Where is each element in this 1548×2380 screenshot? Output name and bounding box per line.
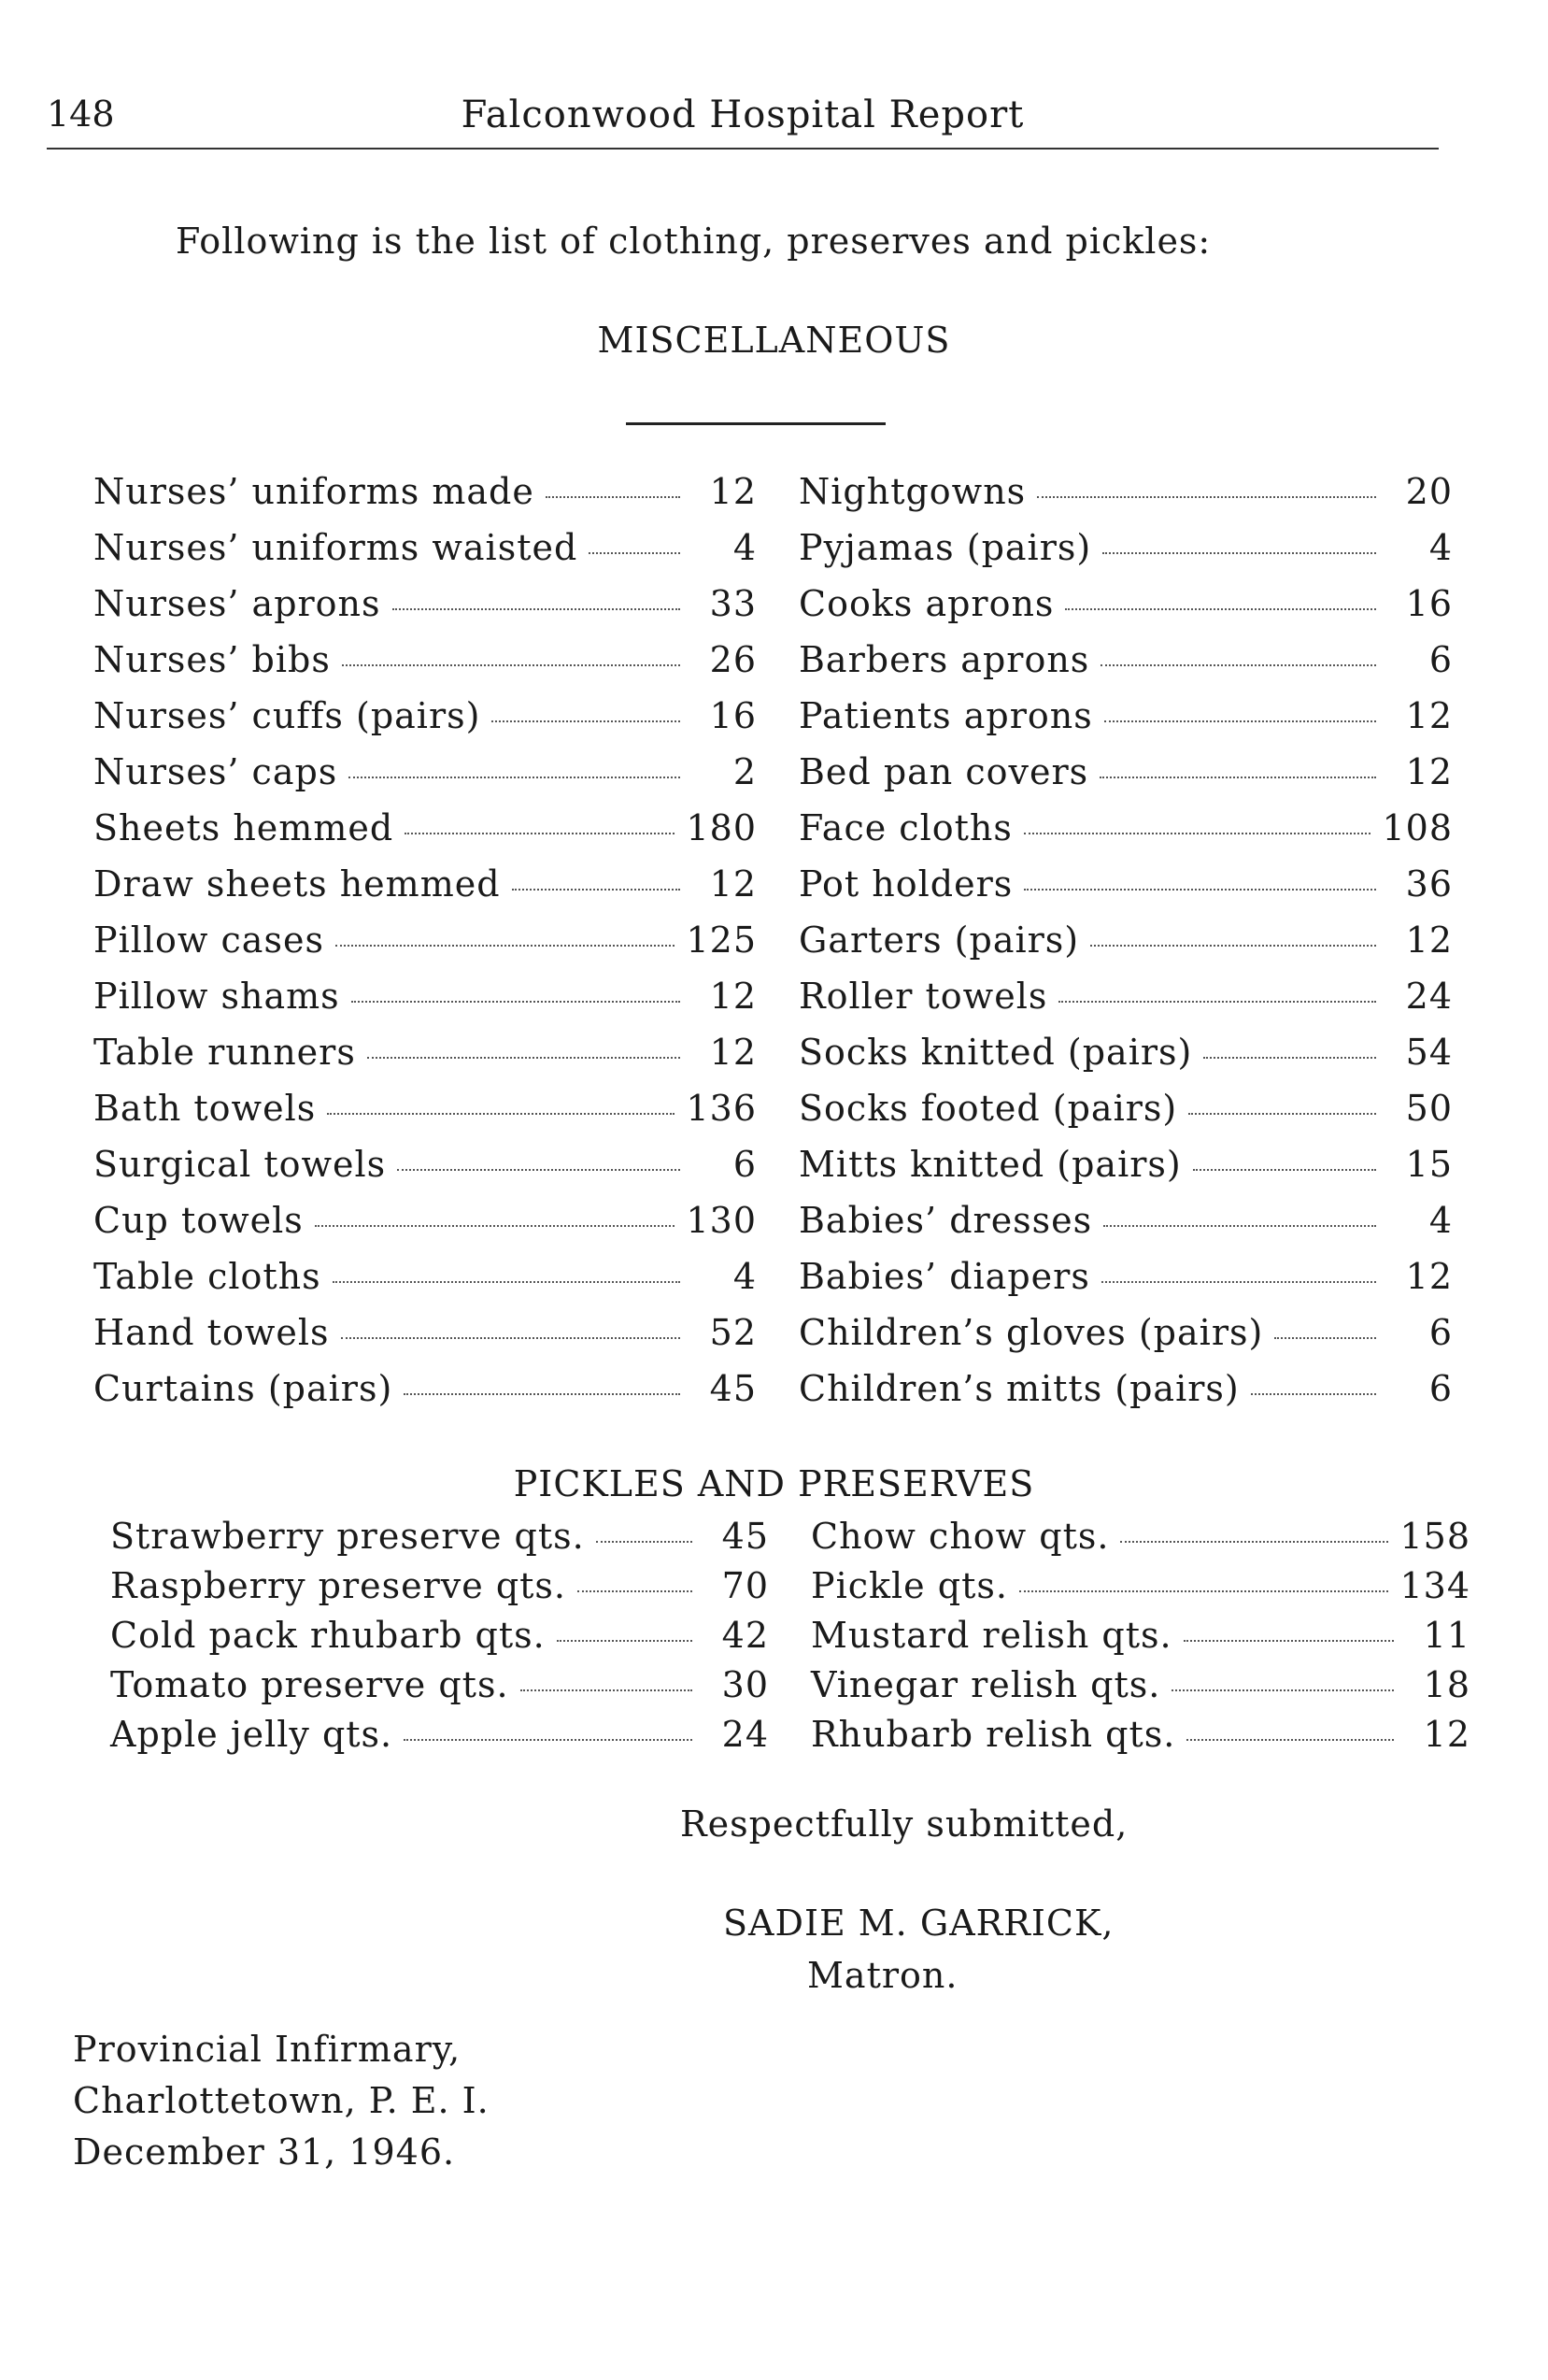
dot-leader [333, 1281, 680, 1283]
address-line: Charlottetown, P. E. I. [73, 2080, 490, 2121]
dot-leader [512, 889, 680, 891]
item-label: Mitts knitted (pairs) [799, 1144, 1182, 1185]
item-label: Pillow shams [93, 976, 340, 1017]
item-label: Bath towels [93, 1088, 317, 1129]
list-item [93, 976, 757, 1032]
item-quantity: 2 [732, 751, 757, 792]
list-item [93, 1256, 757, 1312]
item-quantity: 12 [1405, 1256, 1453, 1297]
item-quantity: 30 [721, 1664, 769, 1705]
item-quantity: 12 [709, 471, 757, 512]
item-quantity: 16 [709, 695, 757, 736]
dot-leader [491, 720, 680, 722]
item-quantity: 12 [709, 1032, 757, 1073]
list-item [799, 807, 1453, 863]
item-quantity: 6 [1428, 1368, 1453, 1409]
dot-leader [1104, 720, 1376, 722]
dot-leader [546, 496, 680, 498]
pickles-list-right [811, 1516, 1470, 1763]
item-label: Nightgowns [799, 471, 1027, 512]
dot-leader [1251, 1393, 1376, 1395]
item-quantity: 54 [1405, 1032, 1453, 1073]
dot-leader [589, 552, 680, 554]
list-item [799, 919, 1453, 976]
dot-leader [596, 1541, 692, 1543]
item-label: Nurses’ cuffs (pairs) [93, 695, 481, 736]
item-label: Nurses’ caps [93, 751, 338, 792]
item-quantity: 125 [686, 919, 757, 961]
list-item [93, 1368, 757, 1424]
dot-leader [1102, 552, 1376, 554]
item-label: Mustard relish qts. [811, 1615, 1172, 1656]
item-quantity: 12 [709, 863, 757, 905]
item-quantity: 4 [1428, 527, 1453, 568]
list-item [93, 1032, 757, 1088]
item-label: Nurses’ uniforms made [93, 471, 534, 512]
item-label: Surgical towels [93, 1144, 387, 1185]
list-item [93, 527, 757, 583]
dot-leader [1203, 1057, 1376, 1059]
dot-leader [1193, 1169, 1376, 1171]
item-quantity: 12 [1405, 751, 1453, 792]
dot-leader [1024, 889, 1376, 891]
item-label: Cooks aprons [799, 583, 1055, 624]
item-quantity: 52 [709, 1312, 757, 1353]
dot-leader [1058, 1001, 1376, 1003]
list-item [811, 1664, 1470, 1714]
item-label: Cup towels [93, 1200, 304, 1241]
item-quantity: 70 [721, 1565, 769, 1606]
item-quantity: 11 [1423, 1615, 1470, 1656]
dot-leader [1120, 1541, 1388, 1543]
dot-leader [1037, 496, 1376, 498]
dot-leader [348, 777, 680, 778]
list-item [811, 1714, 1470, 1763]
dot-leader [341, 1337, 681, 1339]
dot-leader [327, 1113, 675, 1115]
dot-leader [1024, 833, 1371, 834]
item-label: Children’s mitts (pairs) [799, 1368, 1240, 1409]
list-item [799, 1088, 1453, 1144]
list-item [93, 807, 757, 863]
list-item [799, 583, 1453, 639]
dot-leader [557, 1640, 692, 1642]
dot-leader [1019, 1590, 1389, 1592]
list-item [799, 527, 1453, 583]
dot-leader [342, 664, 680, 666]
list-item [811, 1565, 1470, 1615]
item-label: Curtains (pairs) [93, 1368, 393, 1409]
dot-leader [392, 608, 680, 610]
dot-leader [397, 1169, 680, 1171]
list-item [93, 695, 757, 751]
list-item [93, 471, 757, 527]
list-item [799, 471, 1453, 527]
item-label: Hand towels [93, 1312, 330, 1353]
list-item [110, 1565, 769, 1615]
item-quantity: 36 [1405, 863, 1453, 905]
list-item [110, 1664, 769, 1714]
dot-leader [1186, 1739, 1394, 1741]
closing-salutation: Respectfully submitted, [680, 1803, 1129, 1845]
item-label: Pillow cases [93, 919, 324, 961]
item-label: Nurses’ aprons [93, 583, 381, 624]
list-item [799, 1312, 1453, 1368]
list-item [799, 695, 1453, 751]
miscellaneous-heading: MISCELLANEOUS [597, 320, 951, 361]
section-divider [626, 422, 886, 425]
dot-leader [577, 1590, 692, 1592]
item-quantity: 6 [1428, 639, 1453, 680]
item-quantity: 24 [1405, 976, 1453, 1017]
list-item [110, 1516, 769, 1565]
dot-leader [1184, 1640, 1394, 1642]
item-label: Babies’ diapers [799, 1256, 1090, 1297]
item-quantity: 158 [1399, 1516, 1470, 1557]
item-quantity: 45 [709, 1368, 757, 1409]
item-quantity: 24 [721, 1714, 769, 1755]
item-quantity: 12 [1423, 1714, 1470, 1755]
item-quantity: 108 [1382, 807, 1453, 848]
item-quantity: 136 [686, 1088, 757, 1129]
item-label: Pot holders [799, 863, 1014, 905]
list-item [93, 863, 757, 919]
dot-leader [404, 1739, 692, 1741]
dot-leader [1274, 1337, 1376, 1339]
item-label: Barbers aprons [799, 639, 1090, 680]
item-quantity: 18 [1423, 1664, 1470, 1705]
list-item [93, 1088, 757, 1144]
item-label: Chow chow qts. [811, 1516, 1110, 1557]
list-item [93, 1312, 757, 1368]
item-label: Patients aprons [799, 695, 1093, 736]
item-label: Roller towels [799, 976, 1048, 1017]
dot-leader [1101, 664, 1376, 666]
item-label: Strawberry preserve qts. [110, 1516, 585, 1557]
item-label: Rhubarb relish qts. [811, 1714, 1176, 1755]
list-item [799, 1368, 1453, 1424]
dot-leader [1172, 1689, 1394, 1691]
dot-leader [1188, 1113, 1376, 1115]
item-quantity: 6 [1428, 1312, 1453, 1353]
list-item [811, 1516, 1470, 1565]
list-item [799, 1144, 1453, 1200]
dot-leader [404, 1393, 680, 1395]
page-number: 148 [47, 93, 115, 135]
item-label: Garters (pairs) [799, 919, 1080, 961]
list-item [110, 1615, 769, 1664]
item-quantity: 4 [732, 527, 757, 568]
list-item [93, 583, 757, 639]
miscellaneous-list-right [799, 471, 1453, 1424]
item-quantity: 4 [1428, 1200, 1453, 1241]
intro-text: Following is the list of clothing, preserves and pickles: [176, 221, 1212, 262]
item-label: Tomato preserve qts. [110, 1664, 509, 1705]
item-quantity: 130 [686, 1200, 757, 1241]
list-item [93, 751, 757, 807]
list-item [799, 751, 1453, 807]
date-line: December 31, 1946. [73, 2131, 456, 2173]
list-item [799, 863, 1453, 919]
list-item [93, 919, 757, 976]
item-label: Nurses’ uniforms waisted [93, 527, 578, 568]
list-item [93, 639, 757, 695]
item-quantity: 20 [1405, 471, 1453, 512]
address-block [73, 2024, 490, 2178]
list-item [93, 1144, 757, 1200]
list-item [811, 1615, 1470, 1664]
dot-leader [1090, 945, 1376, 947]
item-quantity: 42 [721, 1615, 769, 1656]
item-quantity: 12 [1405, 919, 1453, 961]
item-label: Apple jelly qts. [110, 1714, 393, 1755]
item-label: Pickle qts. [811, 1565, 1008, 1606]
list-item [110, 1714, 769, 1763]
item-quantity: 15 [1405, 1144, 1453, 1185]
item-label: Raspberry preserve qts. [110, 1565, 566, 1606]
list-item [799, 639, 1453, 695]
dot-leader [1100, 777, 1376, 778]
address-line: Provincial Infirmary, [73, 2029, 462, 2070]
item-quantity: 12 [709, 976, 757, 1017]
item-label: Face cloths [799, 807, 1013, 848]
item-quantity: 16 [1405, 583, 1453, 624]
item-quantity: 180 [686, 807, 757, 848]
item-quantity: 45 [721, 1516, 769, 1557]
list-item [799, 1032, 1453, 1088]
miscellaneous-list-left [93, 471, 757, 1424]
dot-leader [335, 945, 675, 947]
dot-leader [367, 1057, 680, 1059]
running-title: Falconwood Hospital Report [461, 93, 1025, 136]
page-header [47, 93, 1439, 150]
dot-leader [1101, 1281, 1376, 1283]
item-label: Draw sheets hemmed [93, 863, 501, 905]
list-item [799, 1256, 1453, 1312]
item-label: Sheets hemmed [93, 807, 394, 848]
signer-title: Matron. [807, 1955, 959, 1996]
dot-leader [1065, 608, 1376, 610]
item-quantity: 50 [1405, 1088, 1453, 1129]
item-label: Bed pan covers [799, 751, 1089, 792]
item-label: Cold pack rhubarb qts. [110, 1615, 546, 1656]
pickles-preserves-heading: PICKLES AND PRESERVES [513, 1463, 1035, 1504]
item-label: Table cloths [93, 1256, 321, 1297]
item-label: Nurses’ bibs [93, 639, 331, 680]
item-label: Babies’ dresses [799, 1200, 1093, 1241]
signer-name: SADIE M. GARRICK, [723, 1903, 1115, 1944]
item-quantity: 4 [732, 1256, 757, 1297]
item-quantity: 6 [732, 1144, 757, 1185]
dot-leader [315, 1225, 675, 1227]
item-label: Socks footed (pairs) [799, 1088, 1178, 1129]
item-label: Table runners [93, 1032, 356, 1073]
item-label: Vinegar relish qts. [811, 1664, 1161, 1705]
dot-leader [351, 1001, 680, 1003]
dot-leader [1103, 1225, 1376, 1227]
pickles-list-left [110, 1516, 769, 1763]
item-label: Children’s gloves (pairs) [799, 1312, 1264, 1353]
dot-leader [520, 1689, 692, 1691]
item-quantity: 12 [1405, 695, 1453, 736]
item-quantity: 26 [709, 639, 757, 680]
item-quantity: 134 [1399, 1565, 1470, 1606]
dot-leader [405, 833, 675, 834]
list-item [799, 1200, 1453, 1256]
item-label: Socks knitted (pairs) [799, 1032, 1193, 1073]
item-quantity: 33 [709, 583, 757, 624]
list-item [93, 1200, 757, 1256]
list-item [799, 976, 1453, 1032]
item-label: Pyjamas (pairs) [799, 527, 1092, 568]
